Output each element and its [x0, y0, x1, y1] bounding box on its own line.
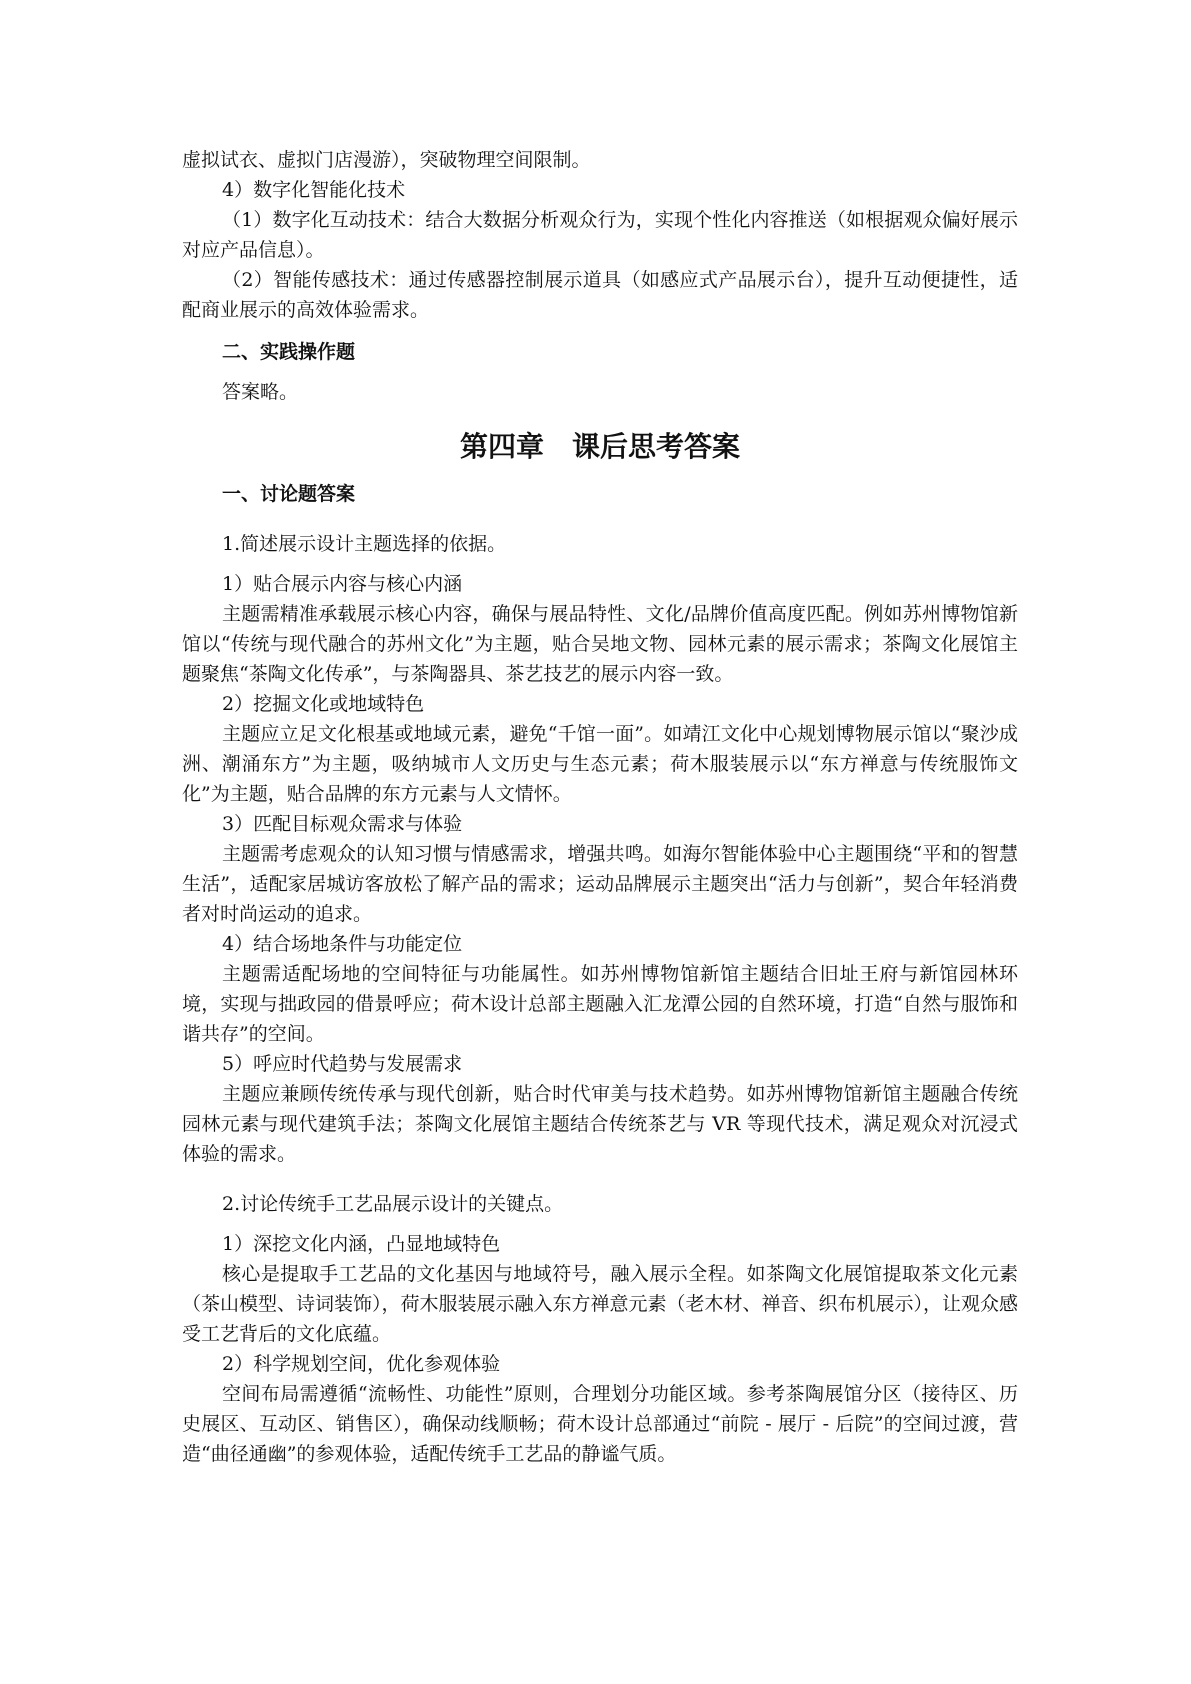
q2-item-body: 核心是提取手工艺品的文化基因与地域符号，融入展示全程。如茶陶文化展馆提取茶文化元素（茶山模型、诗词装饰），荷木服装展示融入东方禅意元素（老木材、禅音、织布机展示），让观众感受工艺背后的文化底蕴。	[182, 1263, 1019, 1345]
q1-item-body: 主题需考虑观众的认知习惯与情感需求，增强共鸣。如海尔智能体验中心主题围绕“平和的智慧生活”，适配家居城访客放松了解产品的需求；运动品牌展示主题突出“活力与创新”，契合年轻消费者对时尚运动的追求。	[182, 843, 1018, 925]
q1-item-body: 主题需适配场地的空间特征与功能属性。如苏州博物馆新馆主题结合旧址王府与新馆园林环境，实现与拙政园的借景呼应；荷木设计总部主题融入汇龙潭公园的自然环境，打造“自然与服饰和谐共存”的空间。	[182, 963, 1018, 1045]
paragraph-digital-interactive: （1）数字化互动技术：结合大数据分析观众行为，实现个性化内容推送（如根据观众偏好展示对应产品信息）。	[182, 209, 1018, 261]
q1-item-body: 主题应立足文化根基或地域元素，避免“千馆一面”。如靖江文化中心规划博物展示馆以“聚沙成洲、潮涌东方”为主题，吸纳城市人文历史与生态元素；荷木服装展示以“东方禅意与传统服饰文化”为主题，贴合品牌的东方元素与人文情怀。	[182, 723, 1018, 805]
section-heading-discussion: 一、讨论题答案	[222, 483, 356, 505]
subheading-digital-tech: 4）数字化智能化技术	[222, 179, 406, 201]
section-heading-practice: 二、实践操作题	[222, 341, 356, 363]
paragraph-continuation: 虚拟试衣、虚拟门店漫游），突破物理空间限制。	[182, 149, 591, 171]
paragraph-smart-sensing: （2）智能传感技术：通过传感器控制展示道具（如感应式产品展示台），提升互动便捷性，适配商业展示的高效体验需求。	[182, 269, 1018, 321]
question-2: 2.讨论传统手工艺品展示设计的关键点。	[222, 1193, 564, 1215]
chapter-title: 第四章 课后思考答案	[459, 430, 740, 463]
question-1: 1.简述展示设计主题选择的依据。	[222, 533, 507, 555]
q2-item-body: 空间布局需遵循“流畅性、功能性”原则，合理划分功能区域。参考茶陶展馆分区（接待区、历史展区、互动区、销售区），确保动线顺畅；荷木设计总部通过“前院 - 展厅 - 后院”的空间过渡，营造“曲径通幽”的参观体验，适配传统手工艺品的静谧气质。	[182, 1383, 1018, 1465]
document-page	[182, 145, 1018, 1469]
q2-item-title: 2）科学规划空间，优化参观体验	[222, 1353, 501, 1375]
q1-item-body: 主题应兼顾传统传承与现代创新，贴合时代审美与技术趋势。如苏州博物馆新馆主题融合传统园林元素与现代建筑手法；茶陶文化展馆主题结合传统茶艺与 VR 等现代技术，满足观众对沉浸式体验的需求。	[182, 1083, 1018, 1165]
q1-item-title: 4）结合场地条件与功能定位	[222, 933, 463, 955]
q1-item-title: 2）挖掘文化或地域特色	[222, 693, 425, 715]
q1-item-body: 主题需精准承载展示核心内容，确保与展品特性、文化/品牌价值高度匹配。例如苏州博物馆新馆以“传统与现代融合的苏州文化”为主题，贴合吴地文物、园林元素的展示需求；茶陶文化展馆主题聚焦“茶陶文化传承”，与茶陶器具、茶艺技艺的展示内容一致。	[182, 603, 1018, 685]
q2-item-title: 1）深挖文化内涵，凸显地域特色	[222, 1233, 501, 1255]
practice-answer: 答案略。	[222, 381, 299, 403]
q1-item-title: 1）贴合展示内容与核心内涵	[222, 573, 463, 595]
q1-item-title: 5）呼应时代趋势与发展需求	[222, 1053, 463, 1075]
q1-item-title: 3）匹配目标观众需求与体验	[222, 813, 463, 835]
